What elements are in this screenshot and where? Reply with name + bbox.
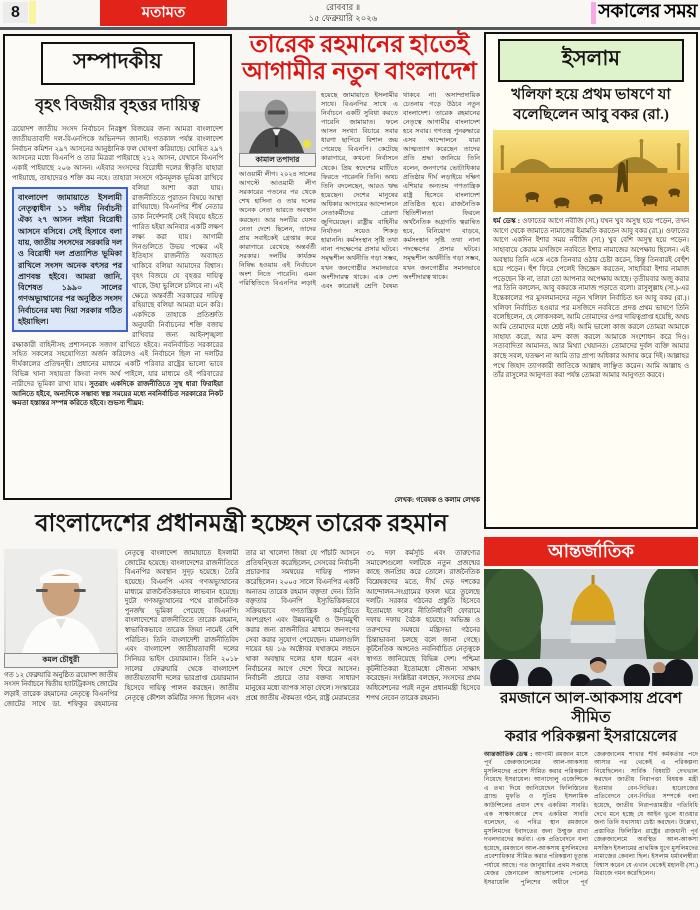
editorial-body: [12, 125, 223, 409]
page-header: [0, 0, 700, 26]
masthead-title: সকালের সময়: [598, 1, 697, 22]
international-box: [484, 537, 698, 907]
islam-headline-line2: বলেছিলেন আবু বকর (রা.): [513, 106, 669, 123]
main-article-body: [239, 91, 480, 463]
international-section-header: আন্তর্জাতিক: [484, 537, 698, 566]
international-headline-line2: করার পরিকল্পনা ইসরায়েলের: [504, 727, 678, 745]
islam-photo: [493, 130, 689, 212]
main-headline-line2: আগামীর নতুন বাংলাদেশ: [242, 58, 477, 85]
date-line-2: ১৫ ফেব্রুয়ারি ২০২৬: [308, 13, 378, 24]
international-body: [484, 751, 698, 910]
main-article: [239, 32, 480, 502]
editorial-body-start: ত্রয়োদশ জাতীয় সংসদ নির্বাচনে নিরঙ্কুশ বিজয়ের জন্য আমরা বাংলাদেশ জাতীয়তাবাদী দল-বিএনপিকে অভিনন্দন জানাই। গতকাল পর্যন্ত বাংলাদেশ নির্বাচন কমিশন ২৯৭ আসনের আনুষ্ঠানিক ফল ঘোষণা করিয়াছে। ঘোষিত ২৯৭ আসনের মধ্যে বিএনপি ও তার মিত্ররা পাইয়াছে ২১২ আসন, যেখানে বিএনপি একাই পাইয়াছে ২০৬ আসন। এইবার সংসদের বিরোধী দলের স্বীকৃতি যাহারা পাইয়াছে, তাহাদেরও শক্তি কম নহে।: [12, 126, 223, 182]
islam-section-header: ইসলাম: [498, 39, 684, 82]
main-headline-line1: তারেক রহমানের হাতেই: [249, 32, 470, 58]
islam-headline: [492, 86, 690, 125]
pm-author-photo: [4, 549, 118, 653]
international-photo: [484, 569, 698, 686]
highlighter-mark-yellow: [29, 1, 36, 24]
pm-article-headline: বাংলাদেশের প্রধানমন্ত্রী হচ্ছেন তারেক রহমান: [35, 511, 448, 537]
pm-author-photo-caption: কমল চৌধুরী: [4, 653, 118, 668]
section-tab: মতামত: [100, 0, 227, 26]
author-photo: [239, 91, 316, 153]
islam-lead: ধর্ম ডেস্ক :: [493, 218, 520, 225]
editorial-box: [3, 34, 232, 500]
header-rule: [0, 27, 700, 30]
author-photo-caption: কামাল তপাদার: [239, 153, 316, 167]
page-number: 8: [3, 2, 28, 23]
author-photo-figure: [239, 91, 316, 167]
pm-body-text: গত ১২ ফেব্রুয়ারি অনুষ্ঠিত ত্রয়োদশ জাতীয় সংসদ নির্বাচনে দ্বিতীয় হ্যাটট্রিকসহ জোটের লড়াই তারেক রহমানের নেতৃত্বে বিএনপির জোটের সাথে ডা. শফিকুর রহমানের নেতৃত্বে বাংলাদেশ জামায়াতে ইসলামী জোটের হয়েছে। বাংলাদেশের রাজনীতিতে বিএনপির অবস্থান সুদৃঢ় হয়েছে। তৈরি হয়েছে। বিএনপি এসব গণঅভ্যুত্থানের মাধ্যমে রাজনৈতিকভাবে লাভবান হয়েছে। দুটো গণঅভ্যুত্থানের পথে রাজনৈতিক পুনর্জন্ম ভূমিকা পেয়েছে বিএনপি। বাংলাদেশের রাজনীতিতে তারেক রহমান, স্বাভাবিকভাবে তারেক জিয়া নামেই বেশি পরিচিত। তিনি বাংলাদেশী রাজনীতিবিদ এবং বাংলাদেশ জাতীয়তাবাদী দলের সিনিয়র ভাইস চেয়ারম্যান। তিনি ২০১৮ সালের ফেব্রুয়ারি থেকে বাংলাদেশ জাতীয়তাবাদী দলের ভারপ্রাপ্ত চেয়ারম্যান হিসেবে দায়িত্ব পালন করছেন। জাতীয় নেতৃত্বে কৌশল কমিটির সদস্য ছিলেন এবং তার মা খালেদা জিয়া যে পাঁচটি আসনে প্রতিদ্বন্দ্বিতা করেছিলেন, সেসবের নির্বাচনী প্রচারণার সমন্বয়ের দায়িত্ব পালন করেছিলেন। ২০০৫ সালে বিএনপির একটি অন্যতম তারেক রহমান বক্তৃতা দেন। তিনি বক্তৃতার বিএনপি ইস্যুভিত্তিকভাবে সক্রিয়ভাবে গণতান্ত্রিক কর্মসূচিতে অংশগ্রহণ এবং উন্নয়নমুখী ও উদ্যমমুখী করার জন্য রাজনীতির মাধ্যমে জনগণের সেবা করার সুযোগ পেয়েছেন। মামলাগুলি দায়ের হয় ১৬ অক্টোবর যথাক্রমে লন্ডনে থাকা অবস্থায় দলের হাল ধরেন এবং নির্বাচনের আগে দেশে ফিরে আসেন। নির্বাচনী প্রচারে তার বক্তব্য সাধারণ মানুষের মধ্যে ব্যাপক সাড়া ফেলে। সংস্কারের প্রশ্নে জাতীয় ঐকমত্য গঠন, রাষ্ট্র মেরামতের ৩১ দফা কর্মসূচি এবং তারুণ্যের সমাবেশগুলো দলটিকে নতুন প্রজন্মের কাছে জনপ্রিয় করে তোলে। রাজনৈতিক বিশ্লেষকদের মতে, দীর্ঘ দেড় দশকের আন্দোলন-সংগ্রামের ফসল ঘরে তুলেছে দলটি। সরকার গঠনের প্রস্তুতি হিসেবে ইতোমধ্যে দলের নীতিনির্ধারণী ফোরামে দফায় দফায় বৈঠক হয়েছে। অভিজ্ঞ ও তরুণদের সমন্বয়ে মন্ত্রিসভা গঠনের চিন্তাভাবনা চলছে বলে জানা গেছে। কূটনৈতিক অঙ্গনেও নবনির্বাচিত নেতৃত্বকে স্বাগত জানিয়েছে বিভিন্ন দেশ। পশ্চিমা কূটনীতিকরা ইতোমধ্যে সৌজন্য সাক্ষাৎ করেছেন। সংশ্লিষ্টরা বলছেন, সংসদের প্রথম অধিবেশনের পরই নতুন প্রধানমন্ত্রী হিসেবে শপথ নেবেন তারেক রহমান।: [4, 550, 480, 708]
international-headline-line1: রমজানে আল-আকসায় প্রবেশ সীমিত: [500, 690, 682, 726]
editorial-section-header: সম্পাদকীয়: [41, 42, 195, 85]
main-body-text: আওয়ামী লীগ। ২০২৪ সালের আগস্টে আওয়ামী লীগ সরকারের পতনের পর থেকে শেখ হাসিনা ও তার দলের অনেক নেতা ভারতে অবস্থান করছেন। আর দলটির যেসব নেতা দেশে ছিলেন, তাদের প্রায় সবাইকেই গ্রেপ্তার করে কারাগারে রেখেছে অন্তর্বর্তী সরকার। দলটির কার্যক্রম নিষিদ্ধ হওয়ায় এই নির্বাচনে অংশ নিতে পারেনি। এমন পরিস্থিতিতে বিএনপির লড়াই হয়েছে জামায়াতে ইসলামীর সাথে। বিএনপির সাথে এ নির্বাচনে একটি সুবিধা করতে পারেনি জামায়াত। ফলে আসন সংখ্যা বিচারে সবার ধারণা ছাপিয়ে বিশাল জয় পেয়েছে বিএনপি। কেটেছে কারাগারে, কখনো নির্বাসনে থেকে। প্রিয় স্বদেশের মাটিতে ফিরতে পারেননি তিনি। অথচ তিনি বদলেছেন, আরও ঋদ্ধ হয়েছেন। দেশের মানুষের অধিকার আদায়ের আন্দোলনে নেতাকর্মীদের প্রেরণা জুগিয়েছেন। রাষ্ট্রীয় বাহিনীর নির্যাতন সয়েও শিকড় হারাননি। কর্মসংস্থান সৃষ্টি তথা নানা পদক্ষেপের প্রসার ঘটবে। সমৃদ্ধশীল অর্থনীতি গড়া সম্ভব, যখন জনগোষ্ঠীর সমানভাবে অংশীদারত্ব থাকে। এক দেশ এবং কারোরই শ্রেণি বৈষম্য থাকবে না। অসাম্প্রদায়িক চেতনায় গড়ে উঠবে নতুন বাংলাদেশ। তারেক রহমানের নেতৃত্বে আগামীর বাংলাদেশ হবে সবার। গণতন্ত্র পুনরুদ্ধারে এসব আন্দোলনে যারা আত্মত্যাগ করেছেন তাদের প্রতি শ্রদ্ধা জানিয়ে তিনি বলেন, জনগণের ভোটাধিকার প্রতিষ্ঠায় দীর্ঘ লড়াইয়ে দক্ষিণ এশিয়ার অন্যতম গণতান্ত্রিক রাষ্ট্র হিসেবে বাংলাদেশ প্রতিষ্ঠিত হবে। রাজনৈতিক স্থিতিশীলতা ফিরলে অর্থনৈতিক অগ্রগতি ত্বরান্বিত হবে, বিনিয়োগ বাড়বে, কর্মসংস্থান সৃষ্টি তথা নানা পদক্ষেপের প্রসার ঘটবে। সমৃদ্ধশীল অর্থনীতি গড়া সম্ভব, যখন জনগোষ্ঠীর সমানভাবে অংশীদারত্ব থাকে।: [239, 91, 480, 290]
islam-body-text: ওফাতের আগে নবীজি (সা.) যখন খুব অসুস্থ হয়ে পড়েন, তখন আগে থেকে জামাতে নামাজের ইমামতি করতেন আবু বকর (রা.)। ওফাতের আগে একদিন ইশার সময় নবীজি (সা.) খুব বেশি অসুস্থ হয়ে পড়েন। সাহাবায়ে কেরাম মসজিদে নববিতে ইশার নামাজের অপেক্ষায় ছিলেন। এই অবস্থায় তিনি একে একে তিনবার ওঠার চেষ্টা করেন, কিন্তু তিনবারই বেহুঁশ হয়ে পড়েন। হুঁশ ফিরে পেলেই জিজ্ঞেস করতেন, সাহাবিরা ইশার নামাজ পড়েছেন কি না, তারা তো আপনার অপেক্ষায় আছে। তৃতীয়বার অজু করার পর তিনি বললেন, আবু বকরকে নামাজ পড়াতে বলো। রাসুলুল্লাহ (সা.)-এর ইন্তেকালের পর মুসলমানদের নতুন খলিফা নির্বাচিত হন আবু বকর (রা.)। খলিফা নির্বাচিত হওয়ার পর মসজিদে নববিতে প্রদত্ত প্রথম ভাষণে তিনি বলেছিলেন, হে লোকসকল, আমি তোমাদের ওপর দায়িত্বপ্রাপ্ত হয়েছি, অথচ আমি তোমাদের মধ্যে শ্রেষ্ঠ নই। আমি ভালো কাজ করলে তোমরা আমাকে সাহায্য করো, আর মন্দ কাজ করলে আমাকে সংশোধন করে দিও। সত্যবাদিতা আমানত, আর মিথ্যা খেয়ানত। তোমাদের দুর্বল ব্যক্তি আমার কাছে সবল, যতক্ষণ না আমি তার প্রাপ্য অধিকার আদায় করে দিই। আল্লাহর পথে জিহাদ ত্যাগকারী জাতিকে আল্লাহ লাঞ্ছিত করেন। আমি আল্লাহ ও তাঁর রাসুলের আনুগত্য করা পর্যন্ত তোমরা আমার আনুগত্য করবে।: [493, 218, 689, 380]
date-line-1: রোববার ॥: [325, 2, 361, 12]
international-headline: [485, 690, 697, 747]
pm-author-portrait-graphic: [4, 549, 118, 653]
date-block: [281, 2, 405, 24]
islam-body: [493, 217, 689, 507]
pm-article-body: [4, 549, 480, 905]
editorial-headline: বৃহৎ বিজয়ীর বৃহত্তর দায়িত্ব: [35, 97, 200, 114]
islam-headline-line1: খলিফা হয়ে প্রথম ভাষণে যা: [511, 87, 671, 103]
pm-author-photo-figure: [4, 549, 118, 668]
highlighter-mark-pink: [591, 2, 596, 24]
main-article-byline: লেখক: গবেষক ও কলাম লেখক: [394, 496, 480, 504]
editorial-body-rest: তাহারা সংসদে গঠনমূলক ভূমিকা রাখিবে বলিয়া আশা করা যায়। রাজনীতিতে পুরাতন বিষয়ে আস্থা রাখিয়াছে। বিএনপির শীর্ষ নেতার ডাক নির্দেশনাই সেই বিষয়ে হইতে পারিত হইয়া অনিবার একটি লক্ষণ লক্ষ্য করা যায়। আগামী দিনগুলিতে উভয় পক্ষের এই ইতিহাস রাজনীতি অব্যাহত থাকিবে বলিয়া আমাদের বিশ্বাস। বৃহৎ বিজয়ে যে বৃহত্তর দায়িত্ব থাকে, উহা ভুলিলে চলিবে না। এই ক্ষেত্রে অন্তর্বর্তী সরকারের দায়িত্ব রহিয়াছে বলিয়া আমরা মনে করি। একদিকে তাহাকে প্রতিশ্রুতি অনুযায়ী নির্বাচনের শক্তি বজায় রাখিবার জন্য আইনশৃঙ্খলা রক্ষাকারী বাহিনীসহ প্রশাসনকে সজাগ রাখিতে হইবে। নবনির্বাচিত সরকারের সহিত সকলের সহযোগিতা অর্জন করিলেও এই নির্বাচনে ছিল না দলটির দীর্ঘকালের প্রতিদ্বন্দ্বী। প্রধানের মাধ্যমে একটি পরিবার রাষ্ট্রের ভালো ভাবে বিভিন্ন খানা সহায়তা কিংবা নগদ অর্থ পাইলে, যার মাধ্যমে ওই পরিবারের নারীদের ভূমিকা রাখা যায়।: [12, 174, 223, 388]
main-headline: [239, 32, 480, 86]
photo-highlight-dot: [303, 140, 311, 148]
islam-box: [484, 32, 698, 529]
editorial-pull-quote: বাংলাদেশ জামায়াতে ইসলামী নেতৃত্বাধীন ১১ দলীয় নির্বাচনী ঐক্য ২৭ আসন লইয়া বিরোধী আসনে বসিবে। সেই হিসাবে বলা যায়, জাতীয় সংসদের সরকারি দল ও বিরোধী দল প্রত্যাশিত ভূমিকা রাখিলে সংসদ অনেক বৎসর পর প্রাণবন্ত হইবে। আমরা জানি, বিশেষত ১৯৯০ সালের গণঅভ্যুত্থানের পর অনুষ্ঠিত সংসদ নির্বাচনের মধ্য দিয়া সরকার গঠিত হইয়াছিল।: [12, 187, 128, 333]
desert-shepherd-graphic: [493, 130, 689, 212]
masthead: [591, 1, 697, 25]
al-aqsa-scene-graphic: [484, 569, 698, 686]
editorial-body-end: সুতরাং একদিকে রাজনীতিতে সুস্থ ধারা ফিরাইয়া আনিতে হইবে, অন্যদিকে সম্ভাব্য স্বল্প সময়ের মধ্যে নবনির্বাচিত সরকারের নিকট ক্ষমতা হস্তান্তর সম্পন্ন করিতে হইবে। শুভস্য শীঘ্রম:: [12, 380, 223, 408]
international-lead: আন্তর্জাতিক ডেস্ক :: [484, 750, 533, 758]
international-body-text: আগামী রমজান মাসে পূর্ব জেরুজালেমের আল-আকসায় মুসলিমদের প্রবেশ সীমিত করার পরিকল্পনা নিয়েছে ইসরায়েল। আনাদোলু এজেন্সিকে এ তথ্য দিয়ে জানিয়েছেন ফিলিস্তিনের গ্র্যান্ড মুফতি ও সুপ্রিম ইসলামিক কাউন্সিলের প্রধান শেখ একরিমা সাবরি। এক সাক্ষাৎকারে শেখ একরিমা সাবরি বলেছেন, এ পবিত্র স্থান রমজানে মুসলিমদের ইবাদতের জন্য উন্মুক্ত রাখা দখলদারদের কর্তব্য। এক প্রতিবেদনে বলা হয়েছে, রমজানে আল-আকসায় মুসলিমদের প্রবেশাধিকার সীমিত করার পরিকল্পনা চূড়ান্ত পর্যায়ে আছে। গত জানুয়ারির প্রথম সপ্তাহে মেজর জেনারেল আভশালোম পেলেড ইসরায়েলি পুলিশের অধীনে পূর্ব জেরুজালেম শাখার শীর্ষ কর্মকর্তার পদে আসার পর থেকেই এ পরিকল্পনা নিয়েছিলেন। সার্বিক বিষয়টি দেখভাল করছেন জাতীয় নিরাপত্তা বিষয়ক মন্ত্রী ইতামার বেন-গিভির। হারেৎজের প্রতিবেদনে বেন-গিভির সম্পর্কে বলা হয়েছে, জাতীয় নিরাপত্তামন্ত্রীর গতিবিধি দেখে মনে হচ্ছে যে আইন ভুলে যাওয়ার জন্য তিনি যথাসাধ্য চেষ্টা করছেন। উল্লেখ্য, প্রস্তাবিত ফিলিস্তিন রাষ্ট্রের রাজধানী পূর্ব জেরুজালেমে অবস্থিত আল-আকসা মসজিদ ইসলামের প্রাথমিক যুগে মুসলিমদের নামাজের কেবলা ছিল। ইসলাম ধর্মাবলম্বীরা বিশ্বাস করেন যে এখান থেকেই মহানবী (সা.) মিরাজে গমন করেছিলেন।: [484, 750, 698, 886]
